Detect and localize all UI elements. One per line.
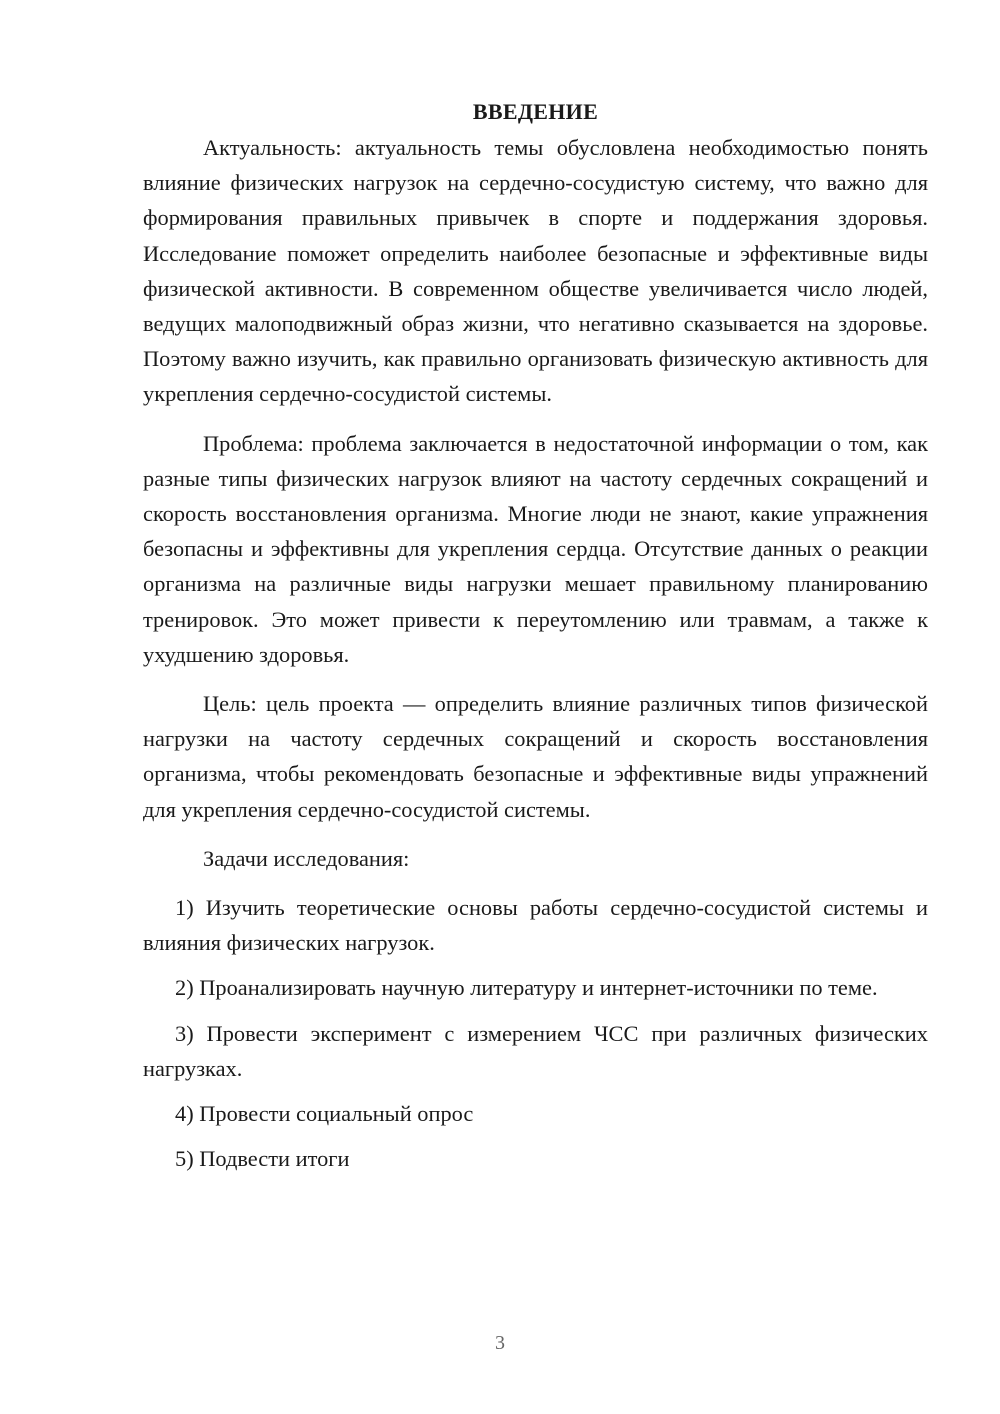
task-item: 2) Проанализировать научную литературу и интернет-источники по теме. [175, 975, 878, 1001]
task-item: 1) Изучить теоретические основы работы сердечно-сосудистой системы и влияния физических нагрузок. [143, 895, 928, 956]
page-body [143, 94, 928, 1186]
relevance-paragraph: Актуальность: актуальность темы обусловлена необходимостью понять влияние физических нагрузок на сердечно-сосудистую систему, что важно для формирования правильных привычек в спорте и поддержания здоровья. Исследование поможет определить наиболее безопасные и эффективные виды физической активности. В современном обществе увеличивается число людей, ведущих малоподвижный образ жизни, что негативно сказывается на здоровье. Поэтому важно изучить, как правильно организовать физическую активность для укрепления сердечно-сосудистой системы. [143, 135, 928, 407]
task-item: 4) Провести социальный опрос [175, 1101, 474, 1127]
task-item: 5) Подвести итоги [175, 1146, 350, 1172]
page-number: 3 [495, 1332, 505, 1354]
task-item: 3) Провести эксперимент с измерением ЧСС при различных физических нагрузках. [143, 1020, 928, 1081]
tasks-heading: Задачи исследования: [203, 845, 410, 871]
problem-paragraph: Проблема: проблема заключается в недостаточной информации о том, как разные типы физических нагрузок влияют на частоту сердечных сокращений и скорость восстановления организма. Многие люди не знают, какие упражнения безопасны и эффективны для укрепления сердца. Отсутствие данных о реакции организма на различные виды нагрузки мешает правильному планированию тренировок. Это может привести к переутомлению или травмам, а также к ухудшению здоровья. [143, 430, 928, 667]
goal-paragraph: Цель: цель проекта — определить влияние различных типов физической нагрузки на частоту сердечных сокращений и скорость восстановления организма, чтобы рекомендовать безопасные и эффективные виды упражнений для укрепления сердечно-сосудистой системы. [143, 691, 928, 822]
page-title: ВВЕДЕНИЕ [472, 99, 599, 124]
